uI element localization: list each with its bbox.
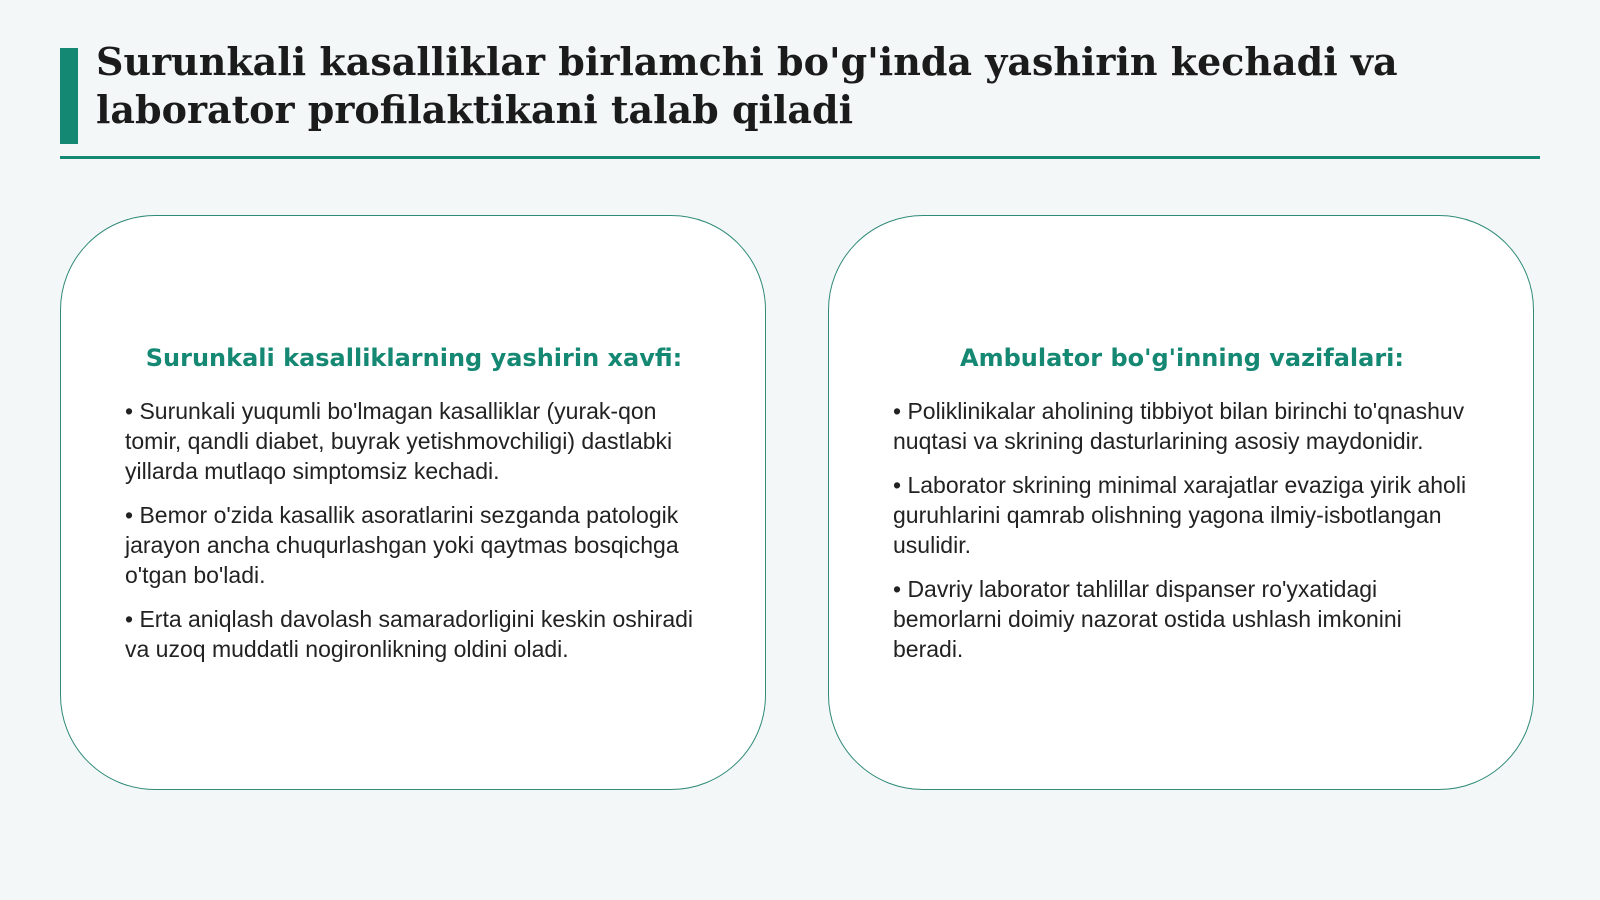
bullet-item: • Laborator skrining minimal xarajatlar evaziga yirik aholi guruhlarini qamrab olishning yagona ilmiy-isbotlangan usulidir. [893, 471, 1467, 558]
bullet-list [893, 396, 1471, 664]
bullet-item: • Davriy laborator tahlillar dispanser ro'yxatidagi bemorlarni doimiy nazorat ostida ushlash imkonini beradi. [893, 575, 1402, 662]
title-accent-bar [60, 48, 78, 144]
bullet-item: • Bemor o'zida kasallik asoratlarini sezganda patologik jarayon ancha chuqurlashgan yoki qaytmas bosqichga o'tgan bo'ladi. [125, 501, 679, 588]
card-hidden-risk [60, 215, 766, 790]
card-ambulatory-tasks [828, 215, 1534, 790]
bullet-item: • Surunkali yuqumli bo'lmagan kasalliklar (yurak-qon tomir, qandli diabet, buyrak yetishmovchiligi) dastlabki yillarda mutlaqo simptomsiz kechadi. [125, 397, 673, 484]
slide-title: Surunkali kasalliklar birlamchi bo'g'inda yashirin kechadi va laborator profilaktikani talab qiladi [96, 39, 1398, 132]
bullet-list [125, 396, 703, 664]
card-heading: Surunkali kasalliklarning yashirin xavfi: [145, 343, 683, 372]
title-divider [60, 156, 1540, 159]
bullet-item: • Erta aniqlash davolash samaradorligini keskin oshiradi va uzoq muddatli nogironlikning oldini oladi. [125, 605, 694, 662]
bullet-item: • Poliklinikalar aholining tibbiyot bilan birinchi to'qnashuv nuqtasi va skrining dasturlarining asosiy maydonidir. [893, 397, 1465, 454]
card-heading: Ambulator bo'g'inning vazifalari: [960, 343, 1404, 372]
